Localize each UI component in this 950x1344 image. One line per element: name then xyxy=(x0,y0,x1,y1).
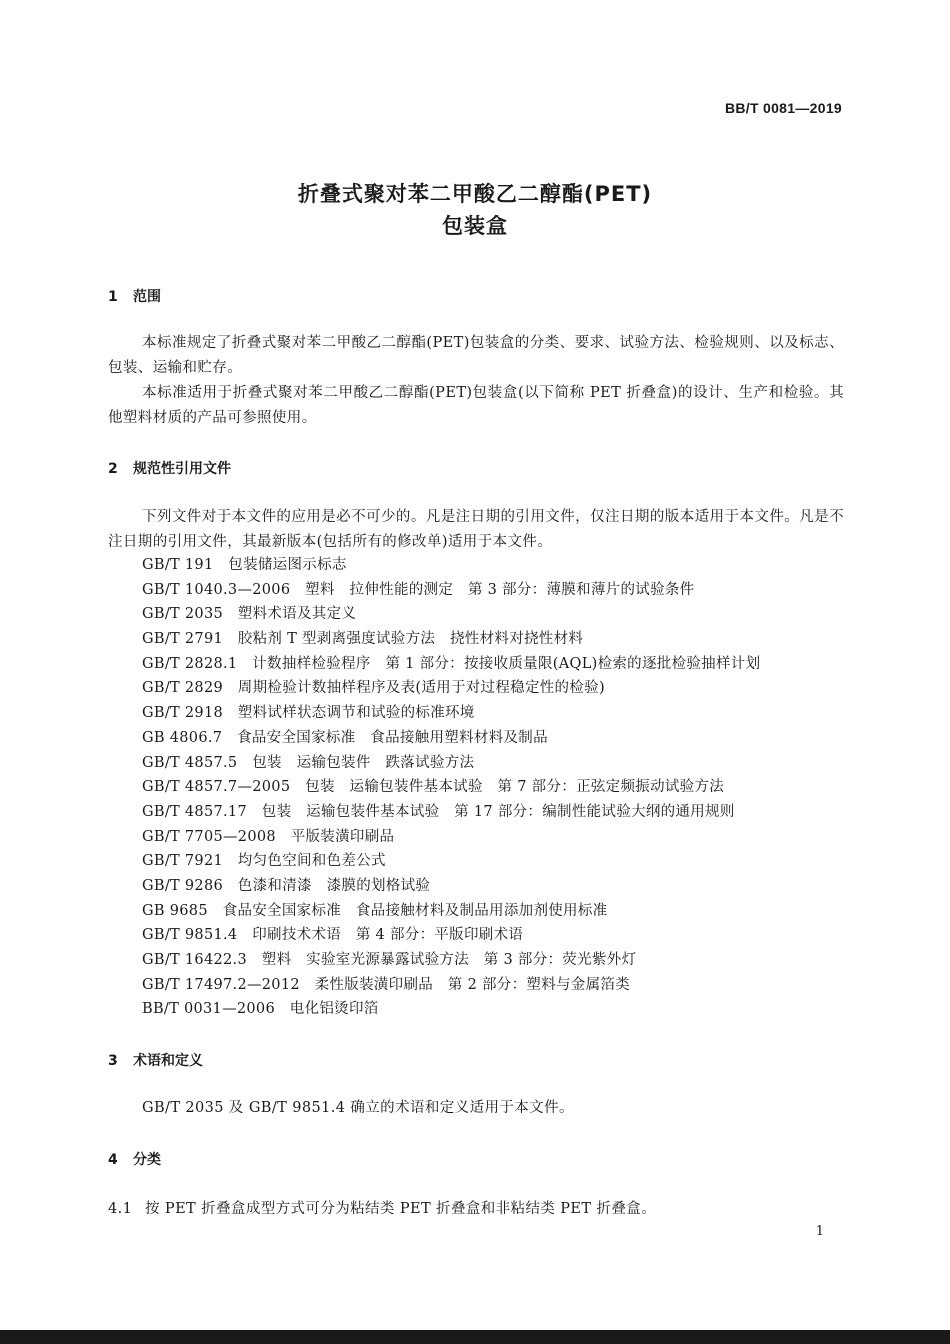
title-line-2: 包装盒 xyxy=(442,214,508,238)
reference-item: GB 9685 食品安全国家标准 食品接触材料及制品用添加剂使用标准 xyxy=(142,902,608,919)
section-number: 3 xyxy=(108,1053,118,1069)
section-title: 分类 xyxy=(133,1152,161,1168)
reference-item: GB/T 17497.2—2012 柔性版装潢印刷品 第 2 部分：塑料与金属箔类 xyxy=(142,976,631,993)
reference-item: GB/T 4857.5 包装 运输包装件 跌落试验方法 xyxy=(142,754,475,771)
reference-item: GB/T 2829 周期检验计数抽样程序及表(适用于对过程稳定性的检验) xyxy=(142,680,605,697)
reference-item: GB/T 7705—2008 平版装潢印刷品 xyxy=(142,828,395,845)
standard-code: BB/T 0081—2019 xyxy=(724,100,842,116)
reference-list xyxy=(142,553,760,1022)
reference-item: GB/T 4857.7—2005 包装 运输包装件基本试验 第 7 部分：正弦定频振动试验方法 xyxy=(142,779,725,796)
section-title: 术语和定义 xyxy=(133,1053,203,1069)
section-number: 1 xyxy=(108,289,118,305)
section-1-heading xyxy=(108,286,161,306)
clause-4-1 xyxy=(108,1197,656,1218)
section-1-paragraph-1: 本标准规定了折叠式聚对苯二甲酸乙二醇酯(PET)包装盒的分类、要求、试验方法、检验规则、以及标志、包装、运输和贮存。 xyxy=(108,335,844,376)
document-title xyxy=(0,178,950,242)
section-1-paragraph-2: 本标准适用于折叠式聚对苯二甲酸乙二醇酯(PET)包装盒(以下简称 PET 折叠盒)的设计、生产和检验。其他塑料材质的产品可参照使用。 xyxy=(108,385,844,426)
bottom-bar xyxy=(0,1330,950,1344)
page-number: 1 xyxy=(815,1224,824,1239)
reference-item: GB/T 2918 塑料试样状态调节和试验的标准环境 xyxy=(142,705,475,722)
section-2-intro: 下列文件对于本文件的应用是必不可少的。凡是注日期的引用文件，仅注日期的版本适用于本文件。凡是不注日期的引用文件，其最新版本(包括所有的修改单)适用于本文件。 xyxy=(108,509,844,550)
clause-text: 按 PET 折叠盒成型方式可分为粘结类 PET 折叠盒和非粘结类 PET 折叠盒。 xyxy=(145,1201,657,1217)
section-number: 4 xyxy=(108,1152,118,1168)
reference-item: GB/T 16422.3 塑料 实验室光源暴露试验方法 第 3 部分：荧光紫外灯 xyxy=(142,952,637,968)
section-number: 2 xyxy=(108,461,118,477)
reference-item: GB/T 2035 塑料术语及其定义 xyxy=(142,606,357,623)
section-3-paragraph: GB/T 2035 及 GB/T 9851.4 确立的术语和定义适用于本文件。 xyxy=(142,1100,574,1116)
section-3-heading xyxy=(108,1050,203,1070)
section-title: 范围 xyxy=(133,289,161,305)
reference-item: GB/T 9851.4 印刷技术术语 第 4 部分：平版印刷术语 xyxy=(142,927,524,944)
section-2-heading xyxy=(108,458,231,478)
reference-item: GB 4806.7 食品安全国家标准 食品接触用塑料材料及制品 xyxy=(142,729,548,746)
reference-item: GB/T 1040.3—2006 塑料 拉伸性能的测定 第 3 部分：薄膜和薄片的试验条件 xyxy=(142,581,695,598)
section-title: 规范性引用文件 xyxy=(133,461,231,477)
reference-item: GB/T 9286 色漆和清漆 漆膜的划格试验 xyxy=(142,877,431,894)
reference-item: BB/T 0031—2006 电化铝烫印箔 xyxy=(142,1001,379,1018)
reference-item: GB/T 2791 胶粘剂 T 型剥离强度试验方法 挠性材料对挠性材料 xyxy=(142,631,584,648)
section-4-heading xyxy=(108,1149,161,1169)
title-line-1: 折叠式聚对苯二甲酸乙二醇酯(PET) xyxy=(297,182,653,206)
clause-number: 4.1 xyxy=(108,1201,133,1217)
reference-item: GB/T 2828.1 计数抽样检验程序 第 1 部分：按接收质量限(AQL)检索的逐批检验抽样计划 xyxy=(142,655,761,672)
reference-item: GB/T 7921 均匀色空间和色差公式 xyxy=(142,853,386,870)
reference-item: GB/T 4857.17 包装 运输包装件基本试验 第 17 部分：编制性能试验大纲的通用规则 xyxy=(142,803,735,820)
reference-item: GB/T 191 包装储运图示标志 xyxy=(142,557,347,573)
